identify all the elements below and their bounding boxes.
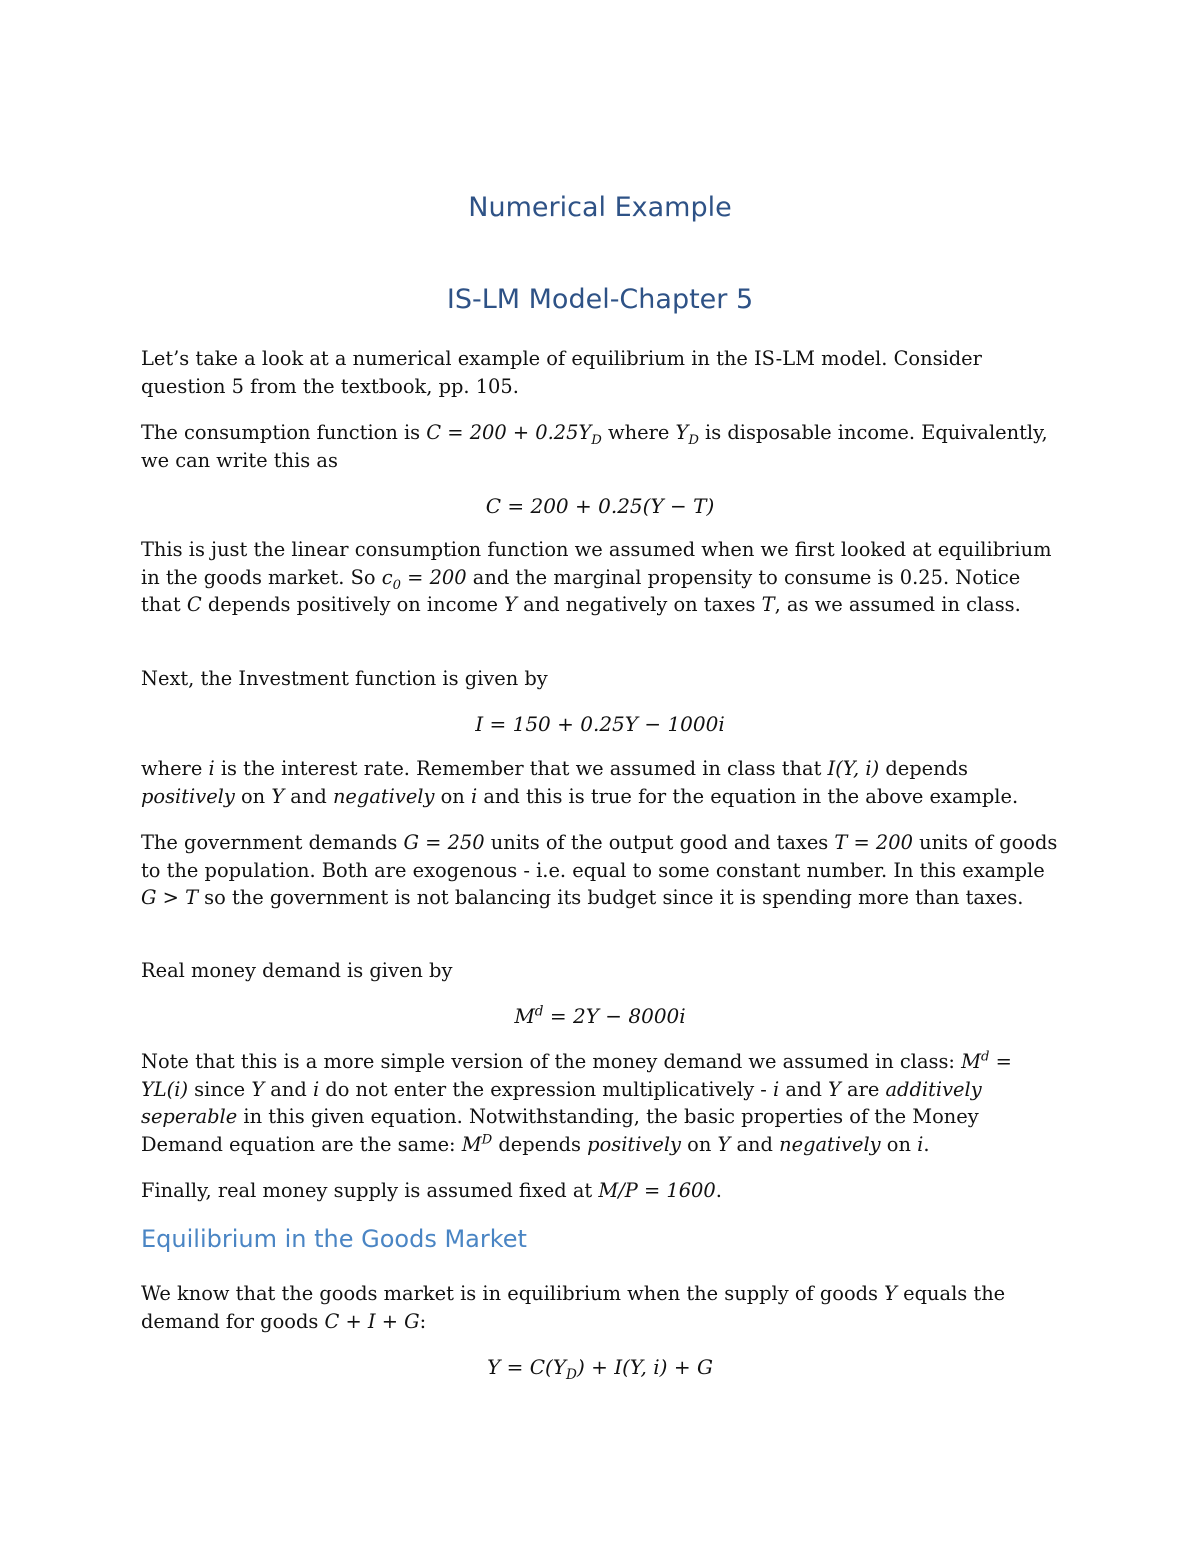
consumption-paragraph: The consumption function is $C = 200 + 0.25Y_D$ where $Y_D$ is disposable income. Equivalently, we can write this as (141, 421, 1048, 472)
intro-paragraph: Let’s take a look at a numerical example of equilibrium in the IS-LM model. Consider question 5 from the textbook, pp. 105. (141, 347, 982, 398)
goods-market-equation: $Y = C(Y_D) + I(Y$, i) + G (487, 1355, 713, 1383)
money-demand-note-paragraph: Note that this is a more simple version of the money demand we assumed in class: $M^d = YL(i)$ since Y and i do not enter the expression multiplicatively - i and Y are additively seperable in this given equation. Notwithstanding, the basic properties of the Money Demand equation are the same: $M^D$ depends positively on Y and negatively on i. (141, 1049, 1012, 1156)
money-demand-intro-paragraph: Real money demand is given by (141, 959, 453, 982)
page-subtitle: IS-LM Model-Chapter 5 (446, 284, 754, 315)
money-supply-paragraph: Finally, real money supply is assumed fixed at M/P = 1600. (141, 1179, 722, 1202)
section-heading: Equilibrium in the Goods Market (141, 1225, 527, 1253)
page-title: Numerical Example (468, 192, 732, 223)
linear-consumption-paragraph: This is just the linear consumption function we assumed when we first looked at equilibrium in the goods market. So $c_0 = 200$ and the marginal propensity to consume is 0.25. Notice that C depends positively on income Y and negatively on taxes T, as we assumed in class. (141, 538, 1052, 617)
money-demand-equation: $M^d = 2Y - 8000i$ (514, 1003, 686, 1028)
investment-equation: I = 150 + 0.25Y − 1000i (475, 712, 725, 736)
interest-rate-paragraph: where i is the interest rate. Remember that we assumed in class that I(Y, i) depends positively on Y and negatively on i and this is true for the equation in the above example. (141, 757, 1019, 808)
goods-market-paragraph: We know that the goods market is in equilibrium when the supply of goods Y equals the demand for goods C + I + G: (141, 1282, 1006, 1333)
consumption-equation: C = 200 + 0.25(Y − T) (485, 494, 715, 518)
government-paragraph: The government demands G = 250 units of the output good and taxes T = 200 units of goods to the population. Both are exogenous - i.e. equal to some constant number. In this example G > T so the government is not balancing its budget since it is spending more than taxes. (141, 831, 1058, 910)
investment-intro-paragraph: Next, the Investment function is given by (141, 667, 548, 690)
